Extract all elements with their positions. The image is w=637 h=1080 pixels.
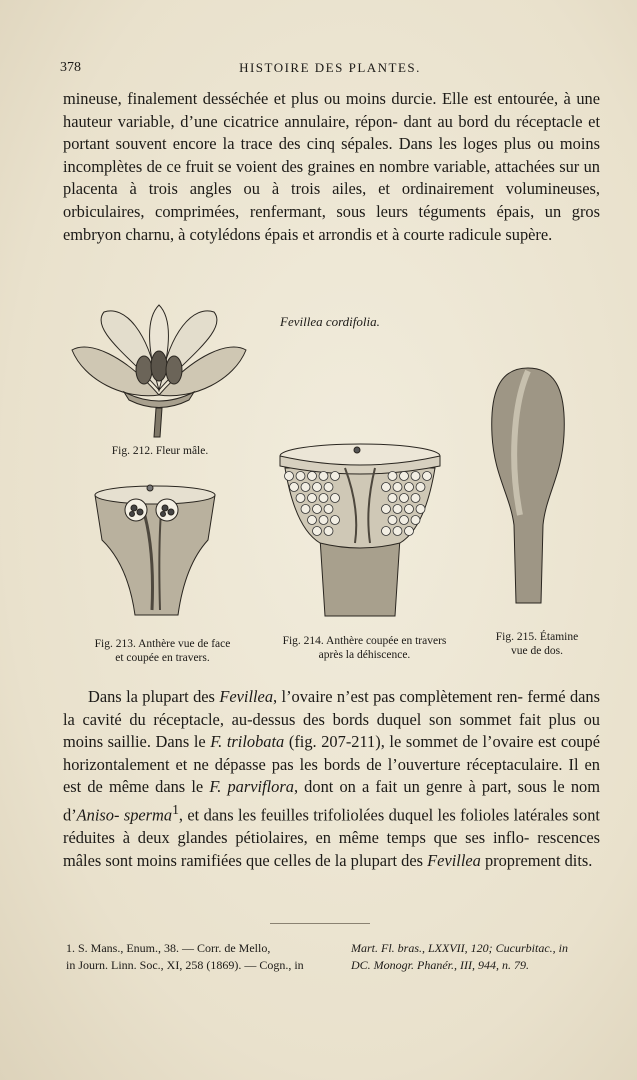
- text-line: mineuse, finalement desséchée et plus ou moins durcie. Elle est: [63, 89, 498, 108]
- text-line: dant au bord du réceptacle et portant souvent encore la trace des cinq: [63, 111, 601, 154]
- fig-213-anther-front-illustration: [90, 480, 220, 620]
- fig-215-stamen-back-illustration: [488, 365, 568, 610]
- footnote-rule: [270, 923, 370, 924]
- text-line: comprimées, renfermant, sous leurs téguments épais, un gros embryon: [63, 201, 600, 244]
- fig-214-anther-section-illustration: [275, 438, 445, 618]
- text-line: sépales. Dans les loges plus ou moins incomplètes de ce fruit se voient: [63, 134, 600, 176]
- text-line: charnu, à cotylédons épais et arrondis et à courte radicule supère.: [125, 224, 553, 244]
- page-header: [60, 60, 600, 80]
- caption-fig-214: Fig. 214. Anthère coupée en travers après la déhiscence.: [282, 635, 447, 661]
- text-line: entourée, à une hauteur variable, d’une cicatrice annulaire, répon-: [63, 89, 600, 131]
- page-number: 378: [60, 60, 81, 75]
- text-line: des graines en nombre variable, attachées sur un placenta à trois: [63, 156, 600, 199]
- paragraph-top: [63, 88, 600, 246]
- caption-fig-213: Fig. 213. Anthère vue de face et coupée en travers.: [94, 638, 231, 664]
- caption-fig-215: Fig. 215. Étamine vue de dos.: [495, 631, 579, 657]
- footnote-left-column: 1. S. Mans., Enum., 38. — Corr. de Mello, in Journ. Linn. Soc., XI, 258 (1869). — Cogn., in: [66, 941, 304, 972]
- fig-212-male-flower-illustration: [64, 300, 254, 440]
- footnote-marker: 1: [172, 801, 179, 817]
- species-label: Fevillea cordifolia.: [280, 314, 380, 329]
- text-line: angles ou à trois ailes, et ordinairement volumineuses, orbiculaires,: [63, 179, 600, 221]
- running-title: HISTOIRE DES PLANTES.: [239, 60, 421, 75]
- paragraph-bottom: Dans la plupart des Fevillea, l’ovaire n’est pas complètement ren- fermé dans la cavité du réceptacle, au-dessus des bords duquel son sommet fait plus ou moins saillie. Dans le F. trilobata (fig. 207-211), le sommet de l’ovaire est coupé horizontalement et ne dépasse pas les bords de l’ouverture réceptaculaire. Il en est de même dans le F. parviflora, dont on a fait un genre à part, sous le nom d’Aniso- sperma$^1$, et dans les feuilles trifoliolées duquel les folioles latérales sont réduites à deux glandes pétiolaires, en même temps que ses inflo- rescences mâles sont moins ramifiées que celles de la plupart des Fevillea proprement dits.: [63, 687, 600, 870]
- caption-fig-212: Fig. 212. Fleur mâle.: [111, 445, 209, 457]
- footnote-right-column: Mart. Fl. bras., LXXVII, 120; Cucurbitac., in DC. Monogr. Phanér., III, 944, n. 79.: [351, 941, 568, 972]
